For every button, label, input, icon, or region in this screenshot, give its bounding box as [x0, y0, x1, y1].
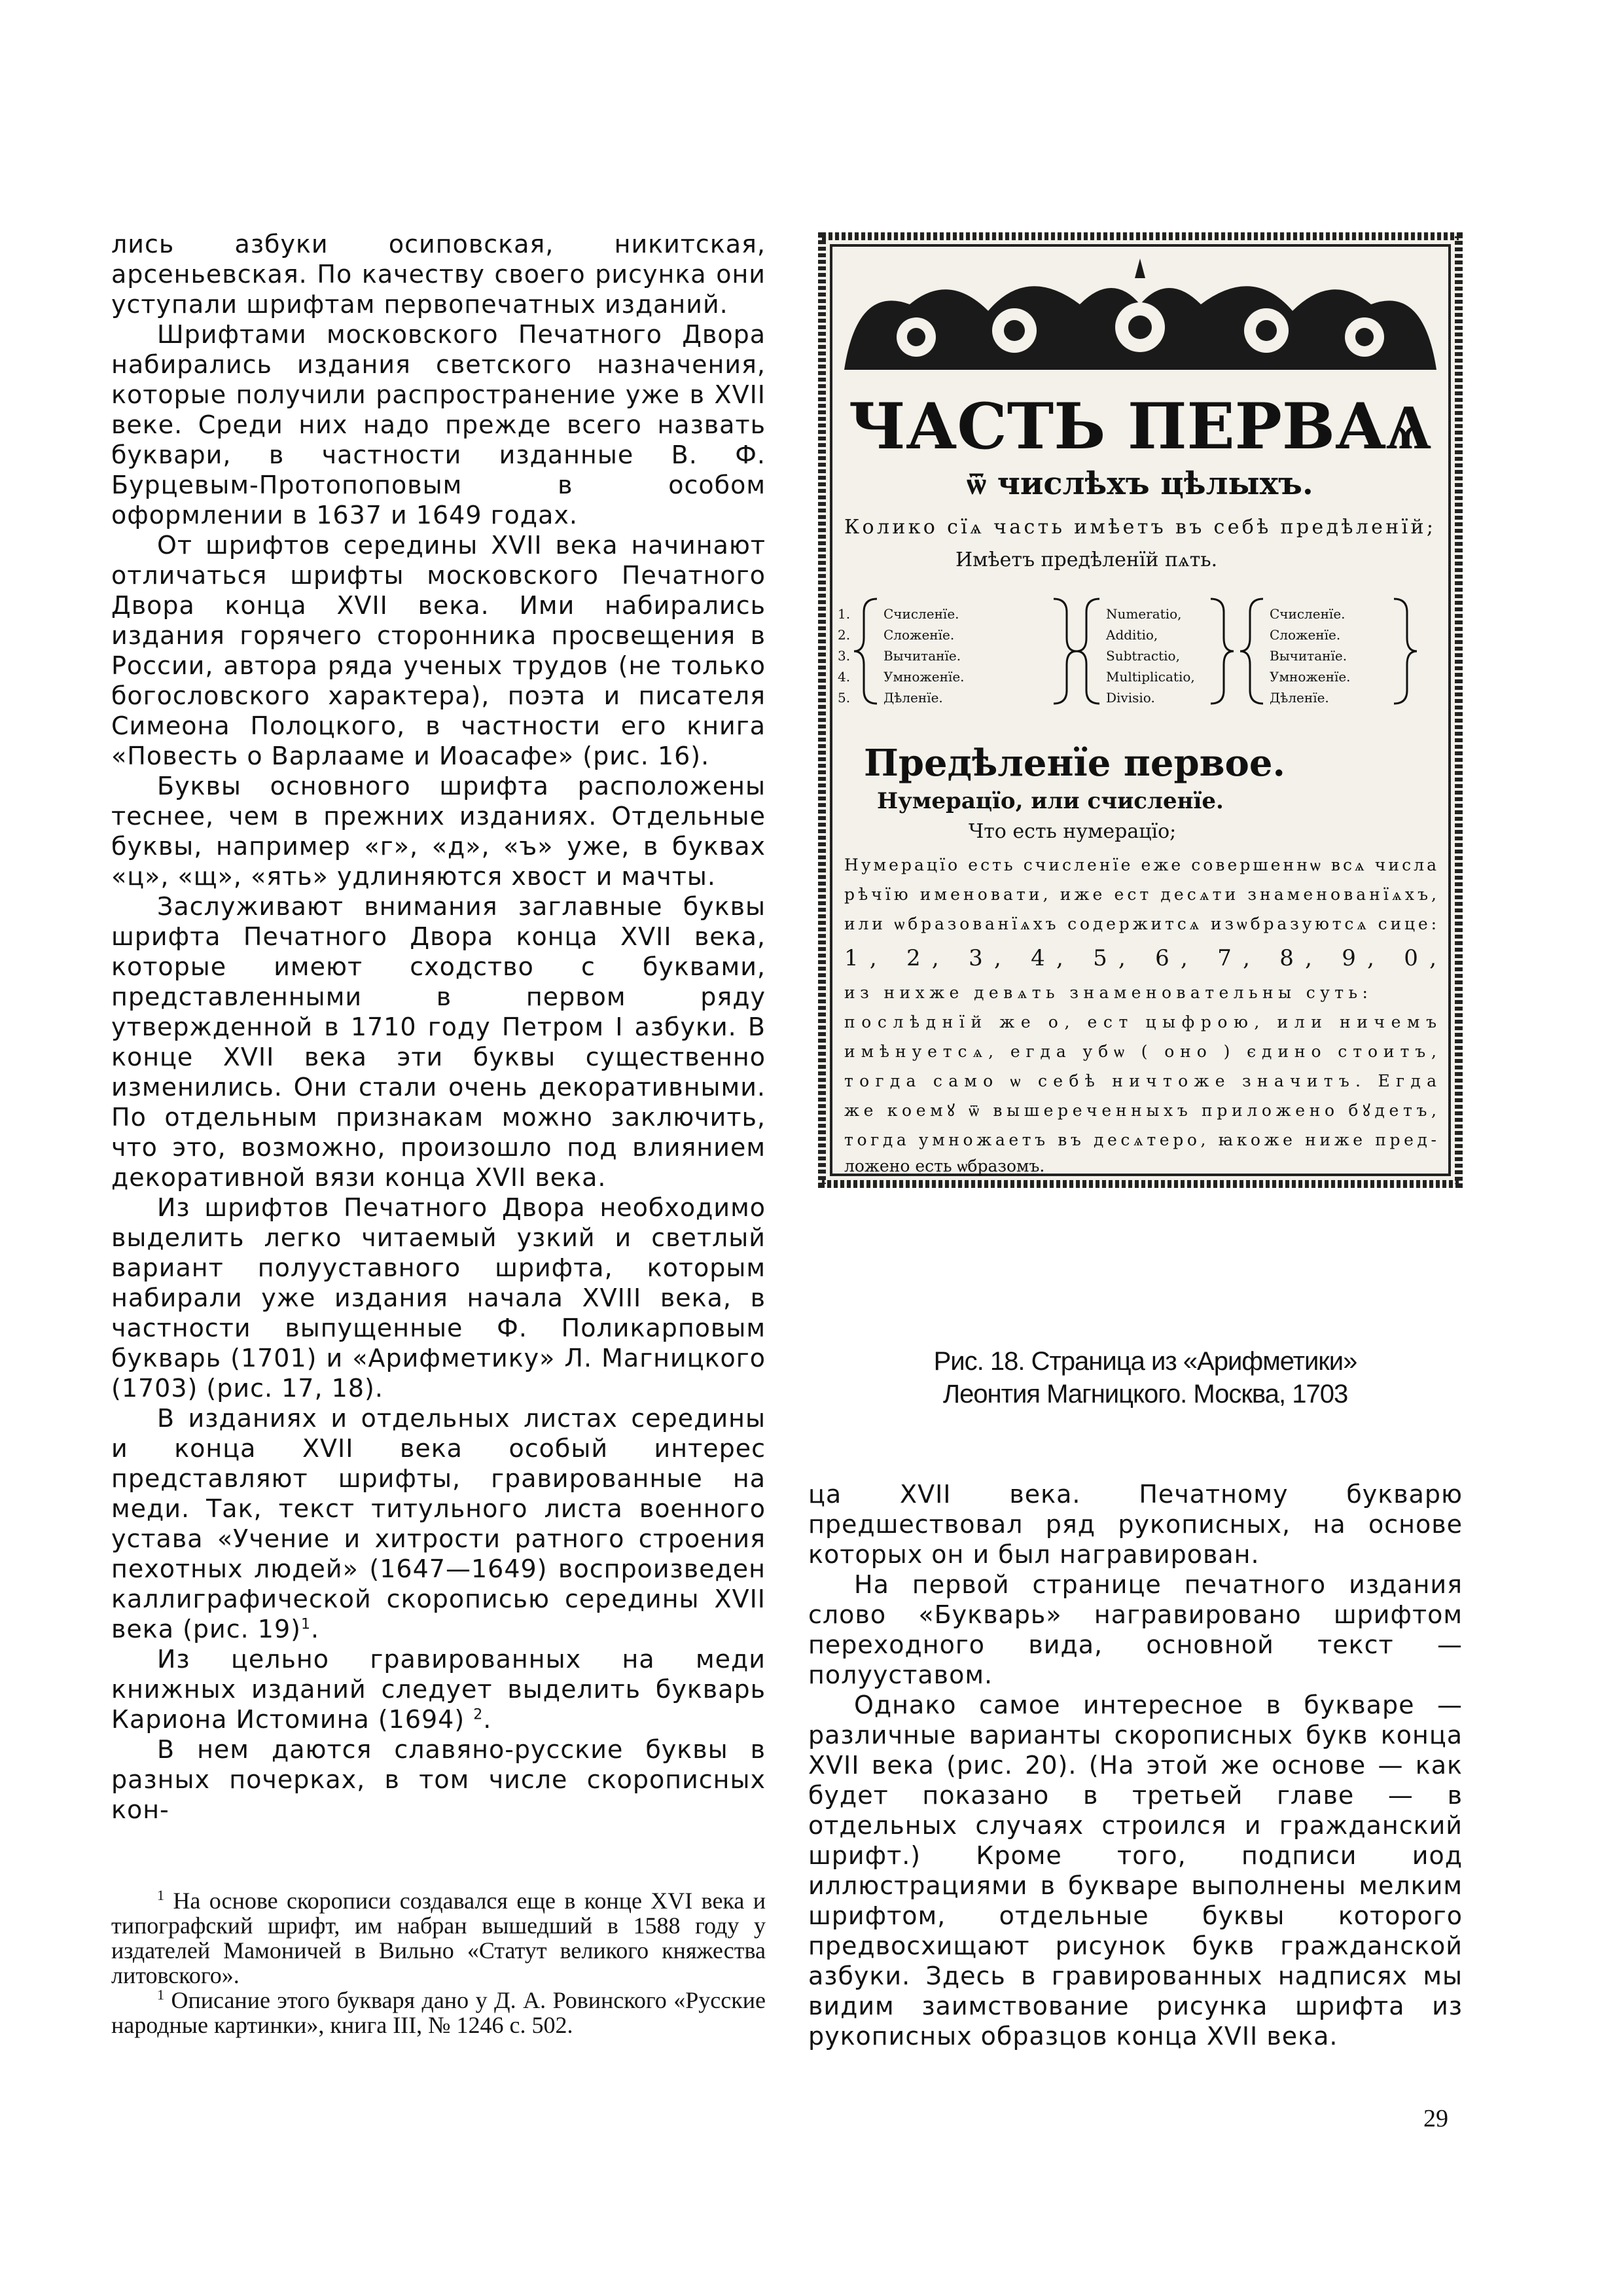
svg-text:Multiplicatio,: Multiplicatio,	[1106, 669, 1195, 685]
svg-text:же коемꙋ ѿ вышереченныхъ прило: же коемꙋ ѿ вышереченныхъ приложено бꙋдетъ,	[844, 1101, 1436, 1120]
svg-text:тогда само ѡ себѣ ничтоже знач: тогда само ѡ себѣ ничтоже значитъ. Егда	[844, 1071, 1436, 1090]
svg-text:тогда умножаетъ въ десѧтеро, ꙗ: тогда умножаетъ въ десѧтеро, ꙗкоже ниже пред-	[844, 1130, 1436, 1149]
svg-text:Вычитанїе.: Вычитанїе.	[883, 648, 961, 664]
svg-text:рѣчїю именовати, иже ест десѧт: рѣчїю именовати, иже ест десѧти знаменованїѧхъ,	[844, 885, 1436, 904]
svg-text:Дѣленїе.: Дѣленїе.	[883, 690, 943, 706]
figure-line: Имѣетъ предѣленїй пѧть.	[955, 548, 1218, 571]
figure-line: Колико сїѧ часть имѣетъ въ себѣ предѣленїй;	[844, 516, 1433, 539]
footnote-mark: 1	[300, 1616, 311, 1633]
paragraph: На первой странице печатного издания слово «Букварь» награвировано шрифтом переходного вида, основной текст — полууставом.	[808, 1570, 1463, 1689]
paragraph-with-footnote: В изданиях и отдельных листах середины и конца XVII века особый интерес представляют шрифты, гравированные на меди. Так, текст титульного листа военного устава «Учение и хитрости ратного строения пехотных людей» (1647—1649) воспроизведен каллиграфической скорописью середины XVII века (рис. 19)$^1$.	[111, 1404, 766, 1643]
svg-text:5.: 5.	[838, 690, 851, 706]
paragraph: В нем даются славяно-русские буквы в разных почерках, в том числе скорописных кон-	[111, 1735, 766, 1824]
right-text-column	[808, 1479, 1463, 2051]
paragraph: Заслуживают внимания заглавные буквы шрифта Печатного Двора конца XVII века, которые имеют сходство с буквами, представленными в первом ряду утвержденной в 1710 году Петром I азбуки. В конце XVII века эти буквы существенно изменились. Они стали очень декоративными. По отдельным признакам можно заключить, что это, возможно, произошло под влиянием декоративной вязи конца XVII века.	[111, 892, 766, 1192]
svg-text:Numeratio,: Numeratio,	[1106, 606, 1182, 622]
svg-text:3.: 3.	[838, 648, 851, 664]
svg-text:4.: 4.	[838, 669, 851, 685]
paragraph-with-footnote: Из цельно гравированных на меди книжных изданий следует выделить букварь Кариона Истомина (1694) $^2$.	[111, 1645, 766, 1734]
page-number: 29	[1423, 2105, 1448, 2132]
svg-text:1, 2, 3, 4, 5, 6, 7, 8, 9, 0,: 1, 2, 3, 4, 5, 6, 7, 8, 9, 0,	[844, 945, 1436, 971]
svg-text:имѣнуетсѧ, егда убѡ ( оно ) єд: имѣнуетсѧ, егда убѡ ( оно ) єдино стоитъ,	[844, 1042, 1436, 1061]
svg-text:Счисленїе.: Счисленїе.	[883, 606, 959, 622]
figure-caption	[831, 1345, 1459, 1410]
paragraph: Из шрифтов Печатного Двора необходимо выделить легко читаемый узкий и светлый вариант полууставного шрифта, которым набирали уже издания начала XVIII века, в частности выпущенные Ф. Поликарповым букварь (1701) и «Арифметику» Л. Магницкого (1703) (рис. 17, 18).	[111, 1193, 766, 1403]
svg-text:Additio,: Additio,	[1106, 627, 1158, 643]
paragraph: Шрифтами московского Печатного Двора набирались издания светского назначения, которые получили распространение уже в XVII веке. Среди них надо прежде всего назвать буквари, в частности изданные В. Ф. Бурцевым-Протопоповым в особом оформлении в 1637 и 1649 годах.	[111, 320, 766, 529]
svg-text:из нихже девѧть знаменовательн: из нихже девѧть знаменовательны суть:	[844, 983, 1368, 1002]
svg-text:послѣднїй же о, ест цыфрою, ил: послѣднїй же о, ест цыфрою, или ничемъ	[844, 1013, 1436, 1031]
footnote: $^1$ На основе скорописи создавался еще в конце XVI века и типографский шрифт, им набран вышедший в 1588 году у издателей Мамоничей в Вильно «Статут великого княжества литовского».	[111, 1887, 766, 1988]
arithmetic-page-figure	[818, 232, 1463, 1188]
svg-text:Subtractio,: Subtractio,	[1106, 648, 1180, 664]
figure-title: ЧАСТЬ ПЕРВАѦ	[848, 389, 1432, 463]
svg-text:2.: 2.	[838, 627, 851, 643]
figure-heading: Предѣленїе первое.	[864, 742, 1286, 785]
svg-text:ложено есть ѡбразомъ.: ложено есть ѡбразомъ.	[844, 1157, 1045, 1175]
paragraph: ца XVII века. Печатному букварю предшествовал ряд рукописных, на основе которых он и был награвирован.	[808, 1480, 1463, 1569]
svg-text:Умноженїе.: Умноженїе.	[883, 669, 965, 685]
svg-text:Дѣленїе.: Дѣленїе.	[1270, 690, 1329, 706]
footnote: $^1$ Описание этого букваря дано у Д. А. Ровинского «Русские народные картинки», книга III, № 1246 с. 502.	[111, 1986, 766, 2038]
footnotes	[111, 1888, 766, 2037]
caption-line: Рис. 18. Страница из «Арифметики»	[933, 1347, 1357, 1376]
svg-text:Сложенїе.: Сложенїе.	[883, 627, 955, 643]
svg-text:Нумерацїо есть счисленїе еже с: Нумерацїо есть счисленїе еже совершеннѡ всѧ числа	[844, 855, 1436, 874]
figure-subtitle: ѿ числѣхъ цѣлыхъ.	[967, 465, 1313, 502]
svg-text:Счисленїе.: Счисленїе.	[1270, 606, 1346, 622]
figure-question: Что есть нумерацїо;	[969, 820, 1177, 843]
left-text-column	[111, 229, 766, 1825]
paragraph: лись азбуки осиповская, никитская, арсеньевская. По качеству своего рисунка они уступали шрифтам первопечатных изданий.	[111, 230, 766, 319]
paragraph: От шрифтов середины XVII века начинают отличаться шрифты московского Печатного Двора конца XVII века. Ими набирались издания горячего сторонника просвещения в России, автора ряда ученых трудов (не только богословского характера), поэта и писателя Симеона Полоцкого, в частности его книга «Повесть о Варлааме и Иоасафе» (рис. 16).	[111, 531, 766, 770]
caption-line: Леонтия Магницкого. Москва, 1703	[942, 1380, 1348, 1408]
footnote-mark: 2	[473, 1706, 484, 1723]
svg-text:Вычитанїе.: Вычитанїе.	[1270, 648, 1347, 664]
paragraph: Буквы основного шрифта расположены теснее, чем в прежних изданиях. Отдельные буквы, например «г», «д», «ъ» уже, в буквах «ц», «щ», «ять» удлиняются хвост и мачты.	[111, 772, 766, 891]
figure-heading2: Нумерацїо, или счисленїе.	[877, 788, 1224, 814]
paragraph: Однако самое интересное в букваре — различные варианты скорописных букв конца XVII века (рис. 20). (На этой же основе — как будет показано в третьей главе — в отдельных случаях строился и гражданский шрифт.) Кроме того, подписи иод иллюстрациями в букваре выполнены мелким шрифтом, отдельные буквы которого предвосхищают рисунок букв гражданской азбуки. Здесь в гравированных надписях мы видим заимствование рисунка шрифта из рукописных образцов конца XVII века.	[808, 1691, 1463, 2051]
svg-text:или ѡбразованїѧхъ содержитсѧ и: или ѡбразованїѧхъ содержитсѧ изѡбразуютсѧ сице:	[844, 914, 1436, 933]
svg-text:Сложенїе.: Сложенїе.	[1270, 627, 1341, 643]
svg-text:Умноженїе.: Умноженїе.	[1270, 669, 1351, 685]
svg-text:Divisio.: Divisio.	[1106, 690, 1155, 706]
svg-text:1.: 1.	[838, 606, 851, 622]
